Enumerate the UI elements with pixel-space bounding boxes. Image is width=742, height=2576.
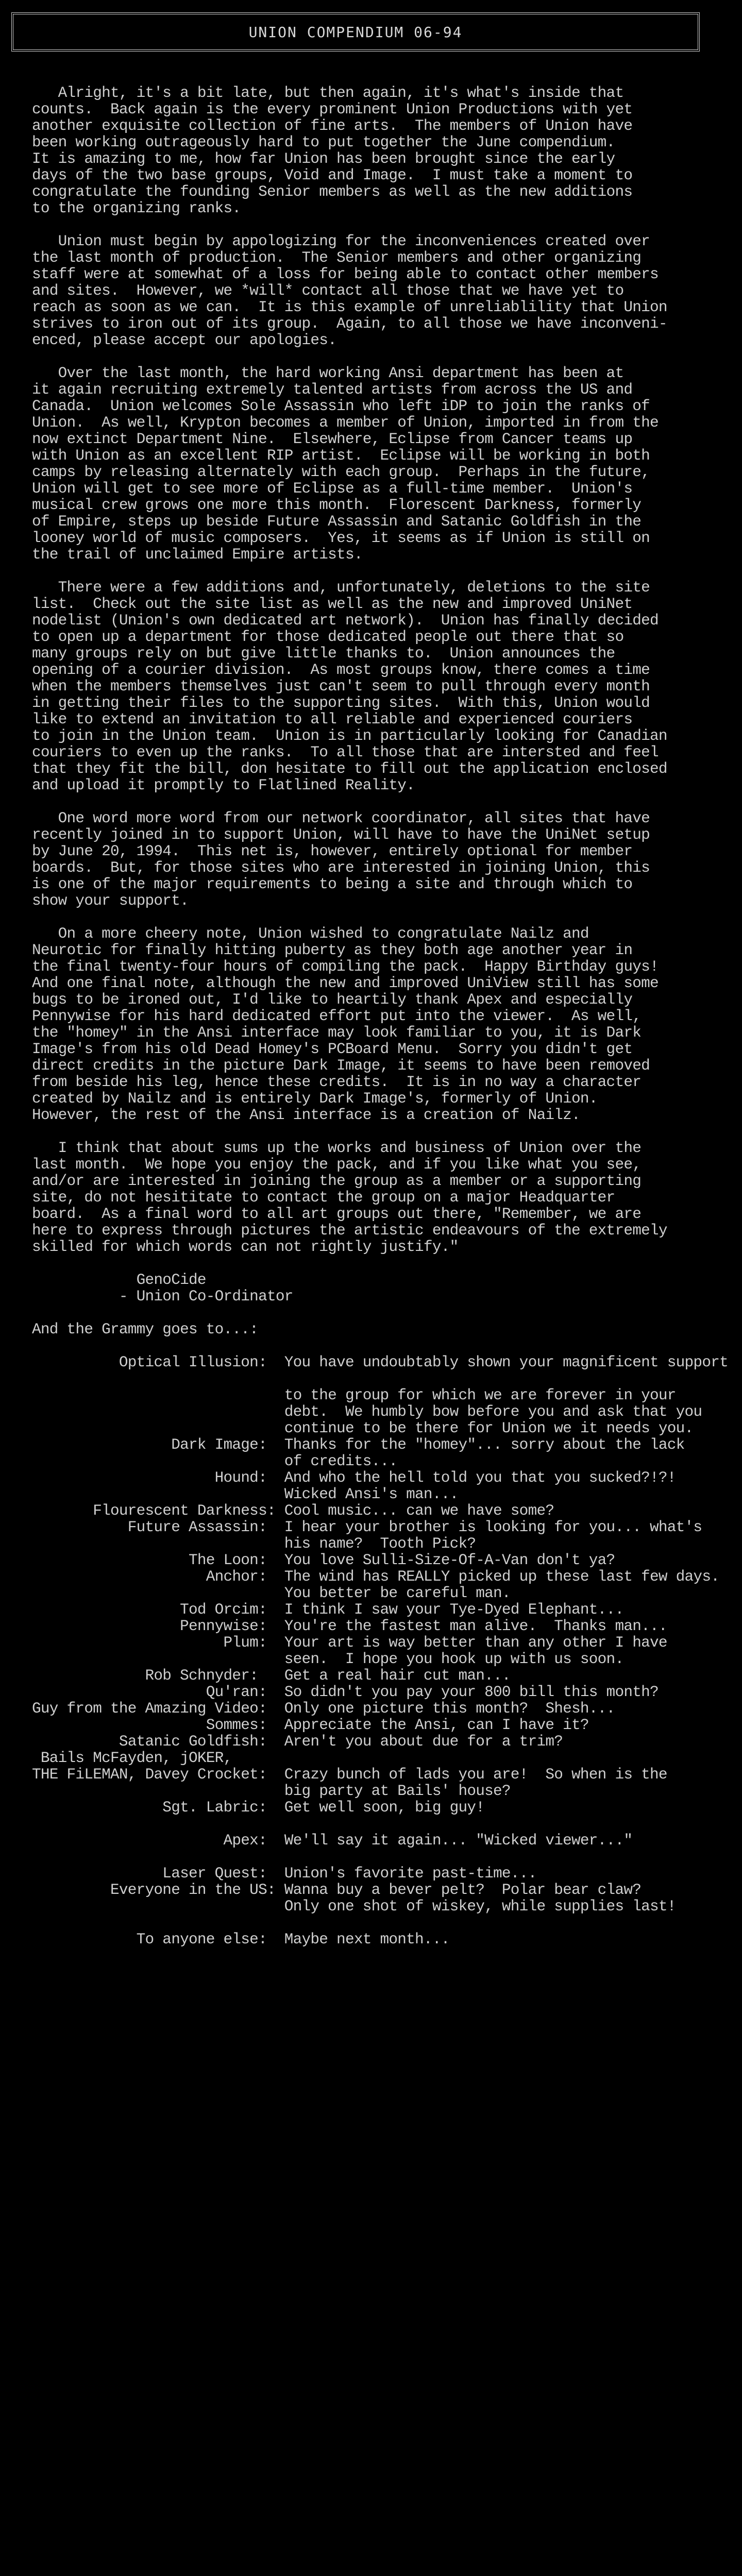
document-body: Alright, it's a bit late, but then again, it's what's inside that counts. Back again is the every prominent Union Productions with yet another exquisite collection of fine arts. The members of Union have been working outrageously hard to put together the June compendium. It is amazing to me, how far Union has been brought since the early days of the two base groups, Void and Image. I must take a moment to congratulate the founding Senior members as well as the new additions to the organizing ranks. Union must begin by appologizing for the inconveniences created over the last month of production. The Senior members and other organizing staff were at somewhat of a loss for being able to contact other members and sites. However, we *will* contact all those that we have yet to reach as soon as we can. It is this example of unreliablility that Union strives to iron out of its group. Again, to all those we have inconveni- enced, please accept our apologies. Over the last month, the hard working Ansi department has been at it again recruiting extremely talented artists from across the US and Canada. Union welcomes Sole Assassin who left iDP to join the ranks of Union. As well, Krypton becomes a member of Union, imported in from the now extinct Department Nine. Elsewhere, Eclipse from Cancer teams up with Union as an excellent RIP artist. Eclipse will be working in both camps by releasing alternately with each group. Perhaps in the future, Union will get to see more of Eclipse as a full-time member. Union's musical crew grows one more this month. Florescent Darkness, formerly of Empire, steps up beside Future Assassin and Satanic Goldfish in the looney world of music composers. Yes, it seems as if Union is still on the trail of unclaimed Empire artists. There were a few additions and, unfortunately, deletions to the site list. Check out the site list as well as the new and improved UniNet nodelist (Union's own dedicated art network). Union has finally decided to open up a department for those dedicated people out there that so many groups rely on but give little thanks to. Union announces the opening of a courier division. As most groups know, there comes a time when the members themselves just can't seem to pull through every month in getting their files to the supporting sites. With this, Union would like to extend an invitation to all reliable and experienced couriers to join in the Union team. Union is in particularly looking for Canadian couriers to even up the ranks. To all those that are intersted and feel that they fit the bill, don hesitate to fill out the application enclosed and upload it promptly to Flatlined Reality. One word more word from our network coordinator, all sites that have recently joined in to support Union, will have to have the UniNet setup by June 20, 1994. This net is, however, entirely optional for member boards. But, for those sites who are interested in joining Union, this is one of the major requirements to being a site and through which to show your support. On a more cheery note, Union wished to congratulate Nailz and Neurotic for finally hitting puberty as they both age another year in the final twenty-four hours of compiling the pack. Happy Birthday guys! And one final note, although the new and improved UniView still has some bugs to be ironed out, I'd like to heartily thank Apex and especially Pennywise for his hard dedicated effort put into the viewer. As well, the "homey" in the Ansi interface may look familiar to you, it is Dark Image's from his old Dead Homey's PCBoard Menu. Sorry you didn't get direct credits in the picture Dark Image, it seems to have been removed from beside his leg, hence these credits. It is in no way a character created by Nailz and is entirely Dark Image's, formerly of Union. However, the rest of the Ansi interface is a creation of Nailz. I think that about sums up the works and business of Union over the last month. We hope you enjoy the pack, and if you like what you see, and/or are interested in joining the group as a member or a supporting site, do not hesititate to contact the group on a major Headquarter board. As a final word to all art groups out there, "Remember, we are here to express through pictures the artistic endeavours of the extremely skilled for which words can not rightly justify." GenoCide - Union Co-Ordinator And the Grammy goes to...: Optical Illusion: You have undoubtably shown your magnificent support to the group for which we are forever in your debt. We humbly bow before you and ask that you continue to be there for Union we it needs you. Dark Image: Thanks for the "homey"... sorry about the lack of credits... Hound: And who the hell told you that you sucked?!?! Wicked Ansi's man... Flourescent Darkness: Cool music... can we have some? Future Assassin: I hear your brother is looking for you... what's his name? Tooth Pick? The Loon: You love Sulli-Size-Of-A-Van don't ya? Anchor: The wind has REALLY picked up these last few days. You better be careful man. Tod Orcim: I think I saw your Tye-Dyed Elephant... Pennywise: You're the fastest man alive. Thanks man... Plum: Your art is way better than any other I have seen. I hope you hook up with us soon. Rob Schnyder: Get a real hair cut man... Qu'ran: So didn't you pay your 800 bill this month? Guy from the Amazing Video: Only one picture this month? Shesh... Sommes: Appreciate the Ansi, can I have it? Satanic Goldfish: Aren't you about due for a trim? Bails McFayden, jOKER, THE FiLEMAN, Davey Crocket: Crazy bunch of lads you are! So when is the big party at Bails' house? Sgt. Labric: Get well soon, big guy! Apex: We'll say it again... "Wicked viewer..." Laser Quest: Union's favorite past-time... Everyone in the US: Wanna buy a bever pelt? Polar bear claw? Only one shot of wiskey, while supplies last! To anyone else: Maybe next month... [32,84,728,1948]
title-box [11,12,700,52]
document-title: UNION COMPENDIUM 06-94 [248,23,463,41]
